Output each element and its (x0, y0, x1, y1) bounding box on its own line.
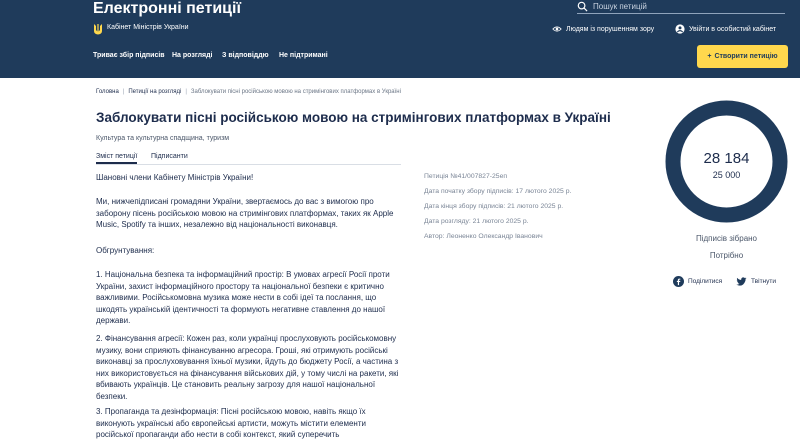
petition-tabs (96, 152, 401, 165)
breadcrumb-separator: | (185, 89, 187, 95)
user-icon (675, 24, 685, 34)
nav-tab-answered[interactable]: З відповіддю (222, 52, 269, 59)
create-petition-label: Створити петицію (714, 53, 778, 60)
petition-point: 1. Національна безпека та інформаційний простір: В умовах агресії Росії проти України, захист інформаційного простору та національної безпеки є критично важливими. Російськомовна музика може нести в собі ідеї та послання, що шкодять українській ідентичності та формують негативне ставлення до нашої держави. (96, 270, 390, 325)
collected-label: Підписів зібрано (695, 234, 758, 243)
accessibility-link[interactable] (552, 24, 654, 34)
search-icon[interactable] (577, 1, 588, 12)
page-title: Заблокувати пісні російською мовою на стримінгових платформах в Україні (96, 110, 611, 125)
breadcrumb (96, 89, 401, 95)
signature-target: 25 000 (712, 170, 741, 180)
nav-tab-under-review[interactable]: На розгляді (172, 52, 213, 59)
breadcrumb-separator: | (122, 89, 125, 95)
site-title[interactable]: Електронні петиції (93, 0, 241, 17)
needed-label: Потрібно (709, 251, 744, 260)
petition-point: 2. Фінансування агресії: Кожен раз, коли українці прослуховують російськомовну музику, вони сприяють фінансуванню агресора. Гроші, які отримують російські виконавці за прослуховування їхньої музики, йдуть до бюджету Росії, а частина з них використовується на фінансування військових дій, у тому числі на ракети, які вбивають українців. Це становить реальну загрозу для нашої національної безпеки. (96, 334, 399, 401)
petition-intro: Ми, нижчепідписані громадяни України, звертаємось до вас з вимогою про заборону пісень російською мовою на стримінгових платформах, таких як Apple Music, Spotify та інших, незалежно від національності виконавця. (96, 197, 394, 229)
create-petition-button[interactable] (697, 45, 788, 68)
justification-label: Обгрунтування: (96, 246, 155, 255)
login-label: Увійти в особистий кабінет (689, 25, 777, 33)
site-header (0, 0, 800, 78)
petition-number: Петиція №41/007827-25еп (424, 173, 508, 180)
nav-tab-collecting[interactable]: Триває збір підписів (93, 52, 165, 59)
cabinet-label: Кабінет Міністрів України (107, 24, 189, 31)
plus-icon: + (707, 53, 712, 60)
login-link[interactable] (675, 24, 776, 34)
nav-tab-rejected[interactable]: Не підтримані (279, 52, 328, 59)
petition-point: 3. Пропаганда та дезінформація: Пісні російською мовою, навіть якщо їх виконують українські або європейські артисти, можуть містити елементи російської пропаганди або нести в собі контекст, який суперечить (96, 407, 366, 439)
search-box[interactable] (577, 0, 785, 14)
breadcrumb-under-review[interactable]: Петиції на розгляді (128, 89, 182, 95)
accessibility-label: Людям із порушенням зору (566, 25, 655, 33)
tab-signers[interactable]: Підписанти (151, 153, 188, 160)
search-input[interactable] (593, 0, 783, 13)
start-date: Дата початку збору підписів: 17 лютого 2025 р. (424, 188, 572, 195)
twitter-icon (736, 276, 747, 287)
petition-meta (424, 169, 571, 244)
end-date: Дата кінця збору підписів: 21 лютого 2025 р. (424, 203, 564, 210)
breadcrumb-home[interactable]: Головна (96, 89, 119, 95)
facebook-icon (673, 276, 684, 287)
review-date: Дата розгляду: 21 лютого 2025 р. (424, 218, 529, 225)
twitter-share-button[interactable] (736, 276, 776, 287)
petition-category: Культура та культурна спадщина, туризм (96, 135, 230, 142)
author: Автор: Леоненко Олександр Іванович (424, 233, 543, 240)
tab-content[interactable]: Зміст петиції (96, 153, 137, 164)
trident-icon (93, 23, 103, 35)
breadcrumb-current: Заблокувати пісні російською мовою на стримінгових платформах в Україні (190, 89, 401, 95)
twitter-share-label: Твітнути (751, 278, 777, 285)
facebook-share-button[interactable] (673, 276, 722, 287)
eye-icon (552, 24, 562, 34)
petition-greeting: Шановні члени Кабінету Міністрів України! (96, 173, 254, 182)
signature-count: 28 184 (703, 150, 750, 167)
facebook-share-label: Поділитися (688, 278, 723, 285)
